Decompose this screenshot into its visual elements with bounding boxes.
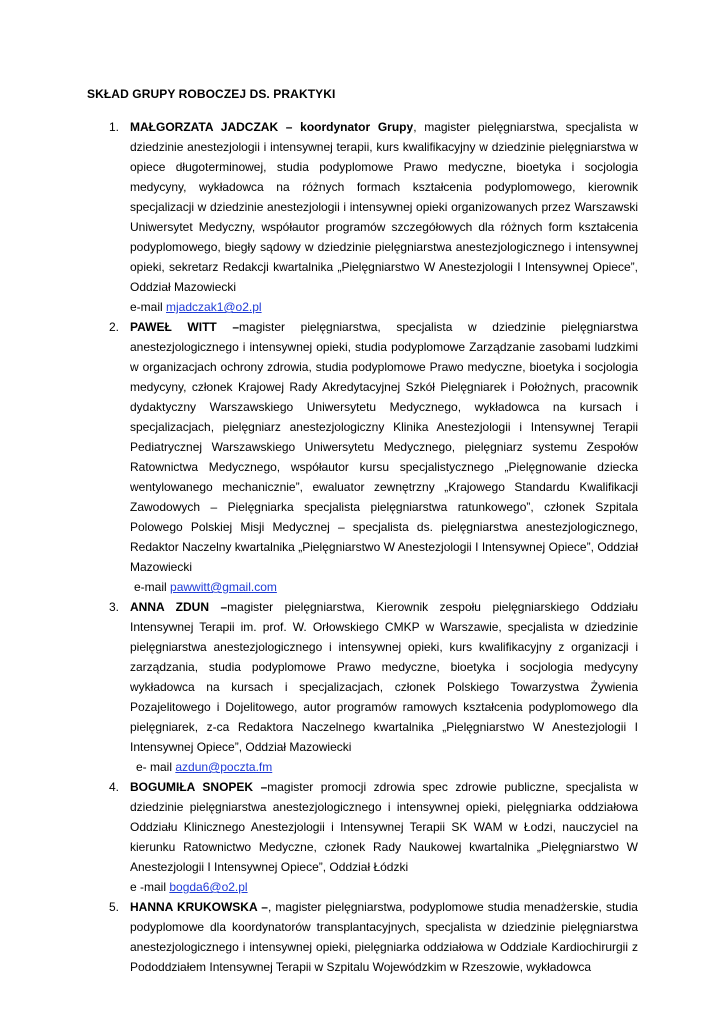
list-number: 4. — [109, 780, 120, 794]
member-description — [130, 777, 638, 877]
member-description — [130, 317, 638, 577]
list-item — [87, 597, 638, 777]
list-item — [87, 117, 638, 317]
member-name: HANNA KRUKOWSKA – — [130, 900, 268, 914]
member-details: , magister pielęgniarstwa, podyplomowe studia menadżerskie, studia podyplomowe dla koordynatorów transplantacyjnych, specjalista w dziedzinie pielęgniarstwa anestezjologicznego i intensywnej opieki, pielęgniarka oddziałowa w Oddziale Kardiochirurgii z Pododdziałem Intensywnej Terapii w Szpitalu Wojewódzkim w Rzeszowie, wykładowca — [130, 900, 638, 974]
members-list — [87, 117, 638, 977]
member-details: magister pielęgniarstwa, Kierownik zespołu pielęgniarskiego Oddziału Intensywnej Terapii im. prof. W. Orłowskiego CMKP w Warszawie, specjalista w dziedzinie pielęgniarstwa anestezjologicznego i intensywnej opieki, kurs kwalifikacyjny z organizacji i zarządzania, studia podyplomowe Prawo medyczne, bioetyka i socjologia medycyny wykładowca na kursach i specjalizacjach, członek Polskiego Towarzystwa Żywienia Pozajelitowego i Dojelitowego, autor programów ramowych kształcenia podyplomowego dla pielęgniarek, z-ca Redaktora Naczelnego kwartalnika „Pielęgniarstwo W Anestezjologii I Intensywnej Opiece”, Oddział Mazowiecki — [130, 600, 638, 754]
list-number: 5. — [109, 900, 120, 914]
email-line — [130, 577, 638, 597]
member-details: magister pielęgniarstwa, specjalista w dziedzinie pielęgniarstwa anestezjologicznego i intensywnej opieki, studia podyplomowe Zarządzanie zasobami ludzkimi w organizacjach ochrony zdrowia, studia podyplomowe Prawo medyczne, bioetyka i socjologia medycyny, członek Krajowej Rady Akredytacyjnej Szkół Pielęgniarek i Położnych, pracownik dydaktyczny Warszawskiego Uniwersytetu Medycznego, wykładowca na kursach i specjalizacjach, pielęgniarz anestezjologiczny Klinika Anestezjologii i Intensywnej Terapii Pediatrycznej Warszawskiego Uniwersytetu Medycznego, pielęgniarz systemu Zespołów Ratownictwa Medycznego, współautor kursu specjalistycznego „Pielęgnowanie dziecka wentylowanego mechanicznie”, ewaluator zewnętrzny „Krajowego Standardu Kwalifikacji Zawodowych – Pielęgniarka specjalista pielęgniarstwa ratunkowego”, członek Szpitala Polowego Polskiej Misji Medycznej – specjalista ds. pielęgniarstwa anestezjologicznego, Redaktor Naczelny kwartalnika „Pielęgniarstwo W Anestezjologii I Intensywnej Opiece”, Oddział Mazowiecki — [130, 320, 638, 574]
list-item — [87, 777, 638, 897]
list-number: 1. — [109, 120, 120, 134]
email-link[interactable]: pawwitt@gmail.com — [170, 580, 277, 594]
member-name: ANNA ZDUN – — [130, 600, 228, 614]
member-description — [130, 117, 638, 297]
list-number: 2. — [109, 320, 120, 334]
email-line — [130, 297, 638, 317]
document-title: SKŁAD GRUPY ROBOCZEJ DS. PRAKTYKI — [87, 87, 336, 101]
email-link[interactable]: azdun@poczta.fm — [175, 760, 273, 774]
member-name: MAŁGORZATA JADCZAK – koordynator Grupy — [130, 120, 414, 134]
email-line — [130, 877, 638, 897]
list-number: 3. — [109, 600, 120, 614]
member-name: PAWEŁ WITT – — [130, 320, 240, 334]
member-description — [130, 597, 638, 757]
list-item — [87, 317, 638, 597]
member-name: BOGUMIŁA SNOPEK – — [130, 780, 268, 794]
list-item — [87, 897, 638, 977]
email-label: e-mail — [134, 580, 171, 594]
email-label: e- mail — [136, 760, 176, 774]
email-link[interactable]: bogda6@o2.pl — [169, 880, 248, 894]
member-details: magister promocji zdrowia spec zdrowie publiczne, specjalista w dziedzinie pielęgniarstwa anestezjologicznego i intensywnej opieki, pielęgniarka oddziałowa Oddziału Klinicznego Anestezjologii i Intensywnej Terapii SK WAM w Łodzi, nauczyciel na kierunku Ratownictwo Medyczne, członek Rady Naukowej kwartalnika „Pielęgniarstwo W Anestezjologii I Intensywnej Opiece”, Oddział Łódzki — [130, 780, 638, 874]
email-label: e-mail — [130, 300, 167, 314]
email-line — [130, 757, 638, 777]
email-label: e -mail — [130, 880, 170, 894]
member-details: , magister pielęgniarstwa, specjalista w dziedzinie anestezjologii i intensywnej terapii, kurs kwalifikacyjny w dziedzinie pielęgniarstwa w opiece długoterminowej, studia podyplomowe Prawo medyczne, bioetyka i socjologia medycyny, wykładowca na różnych formach kształcenia podyplomowego, kierownik specjalizacji w dziedzinie anestezjologii i intensywnej opieki organizowanych przez Warszawski Uniwersytet Medyczny, współautor programów szczegółowych dla różnych form kształcenia podyplomowego, biegły sądowy w dziedzinie pielęgniarstwa anestezjologicznego i intensywnej opieki, sekretarz Redakcji kwartalnika „Pielęgniarstwo W Anestezjologii I Intensywnej Opiece”, Oddział Mazowiecki — [130, 120, 639, 294]
email-link[interactable]: mjadczak1@o2.pl — [166, 300, 262, 314]
member-description — [130, 897, 638, 977]
